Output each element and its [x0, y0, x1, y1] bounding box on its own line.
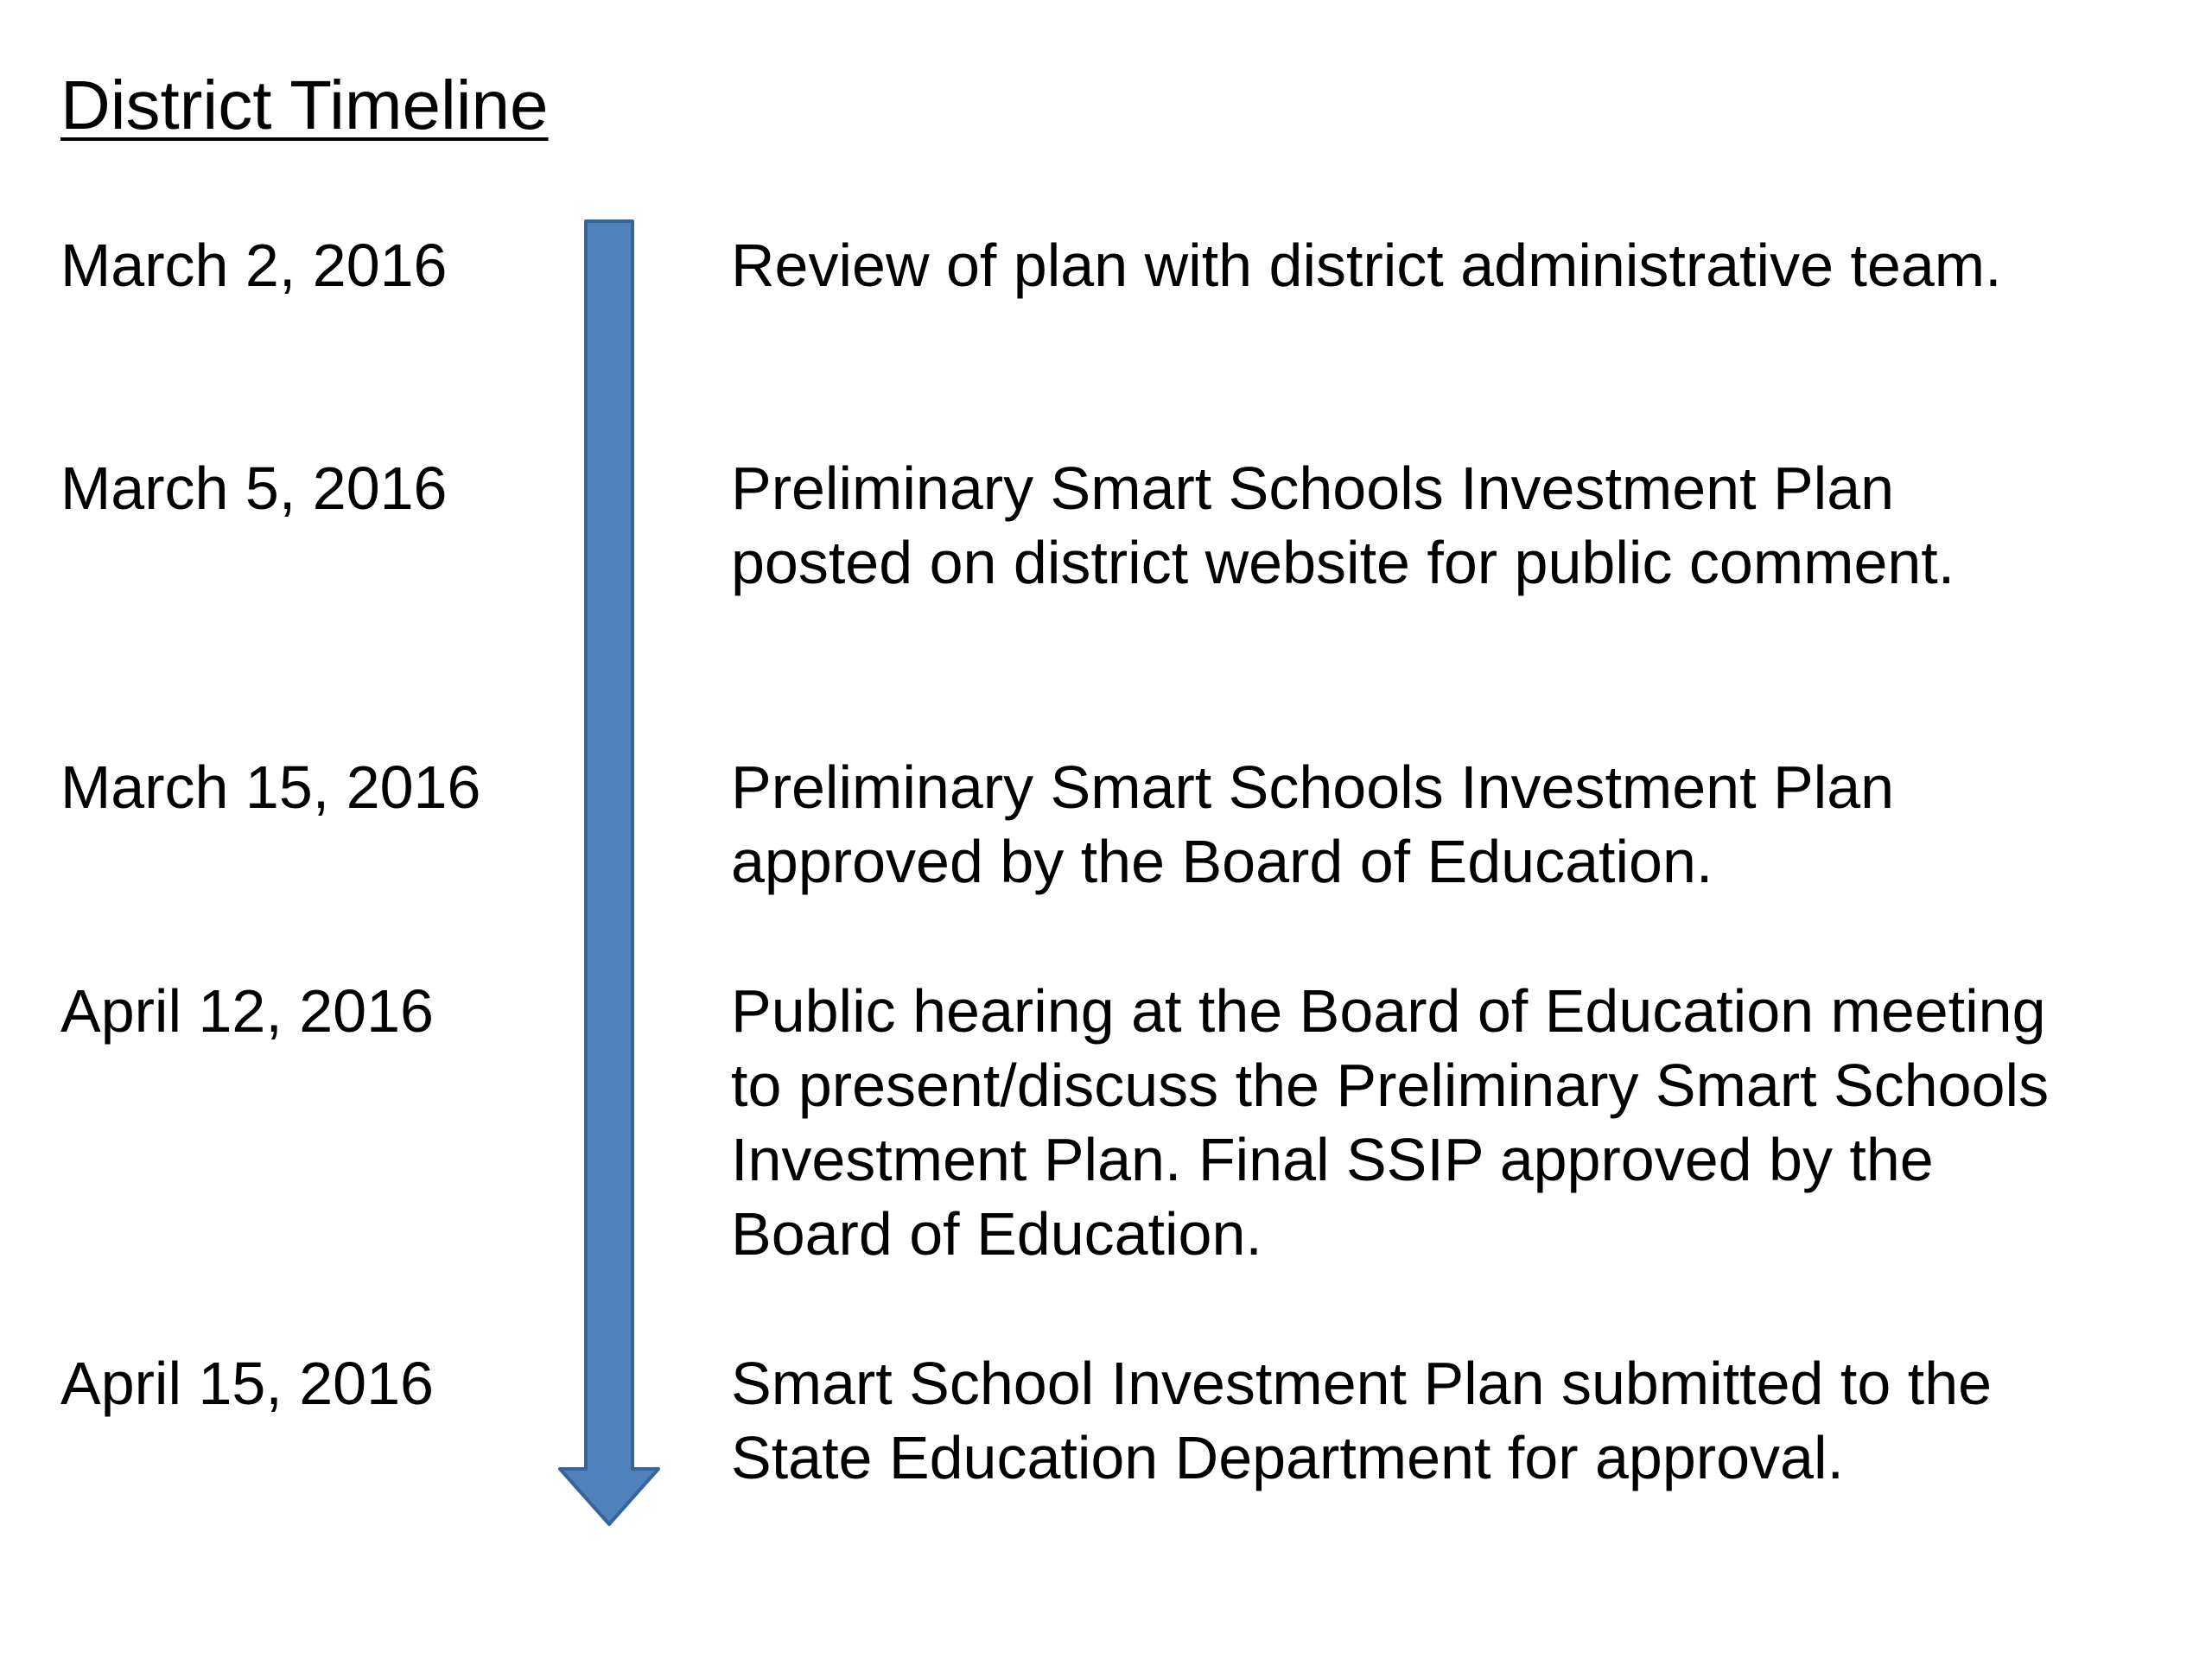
timeline-description: Review of plan with district administrative team. [731, 232, 2002, 299]
timeline-date: March 15, 2016 [60, 753, 481, 821]
timeline-date: April 15, 2016 [60, 1350, 434, 1417]
timeline-description: Public hearing at the Board of Education meeting to present/discuss the Preliminary Smart Schools Investment Plan. Final SSIP approved by the Board of Education. [731, 977, 2050, 1268]
timeline-date: April 12, 2016 [60, 977, 434, 1045]
page-title: District Timeline [60, 67, 549, 143]
timeline-description: Smart School Investment Plan submitted to the State Education Department for approval. [731, 1350, 1993, 1491]
timeline-arrow-down-icon [553, 218, 665, 1531]
timeline-date: March 2, 2016 [60, 232, 448, 299]
timeline-description: Preliminary Smart Schools Investment Plan posted on district website for public comment. [731, 454, 1955, 596]
timeline-date: March 5, 2016 [60, 454, 448, 522]
timeline-description: Preliminary Smart Schools Investment Plan approved by the Board of Education. [731, 753, 1895, 895]
